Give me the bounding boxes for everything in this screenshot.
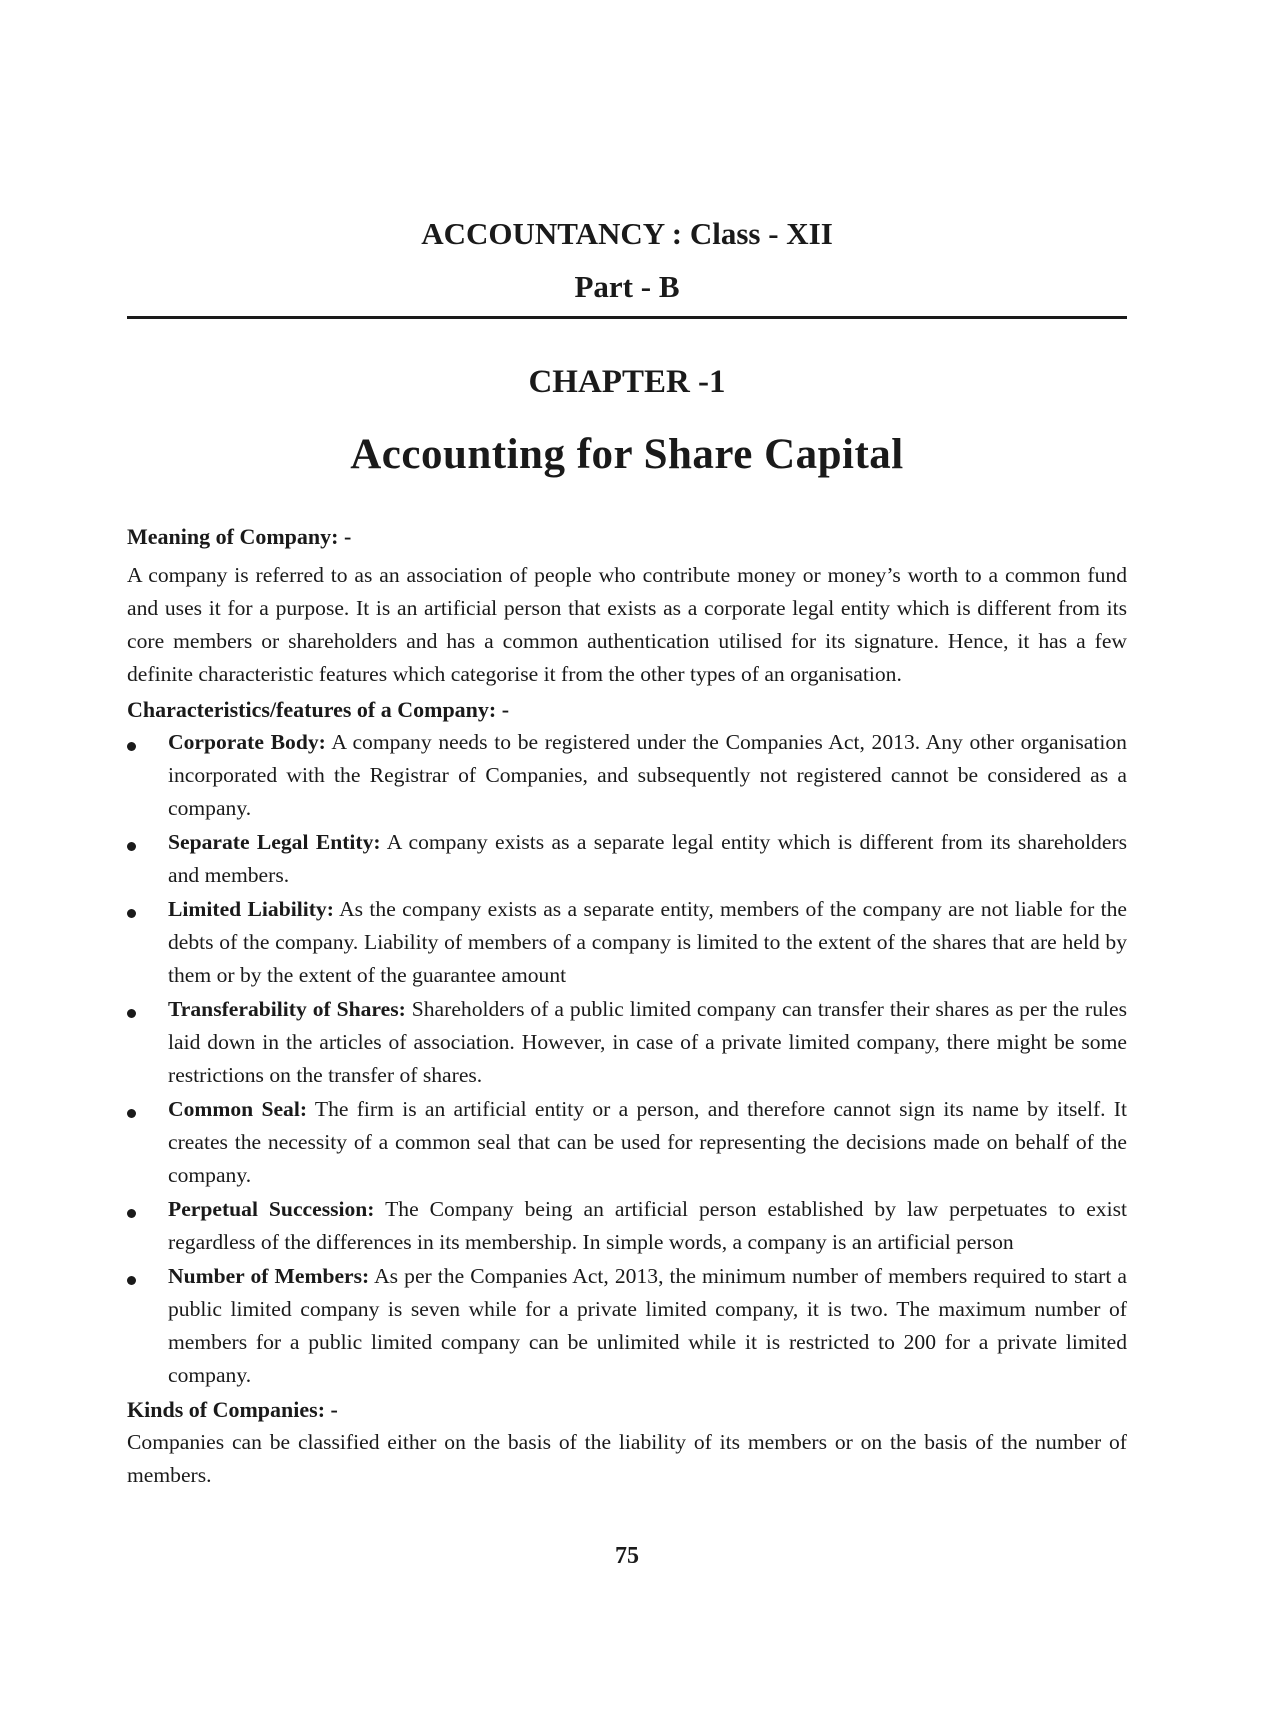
feature-text: A company exists as a separate legal entity which is different from its shareholders and members. (168, 830, 1127, 887)
feature-text: Shareholders of a public limited company can transfer their shares as per the rules laid down in the articles of association. However, in case of a private limited company, there might be some restrictions on the transfer of shares. (168, 997, 1127, 1087)
list-item (127, 1193, 1127, 1259)
list-item (127, 726, 1127, 825)
part-title: Part - B (574, 269, 680, 304)
feature-term: Common Seal: (168, 1097, 308, 1121)
bullet-icon (127, 1009, 136, 1018)
feature-term: Corporate Body: (168, 730, 326, 754)
feature-term: Separate Legal Entity: (168, 830, 381, 854)
feature-term: Transferability of Shares: (168, 997, 406, 1021)
meaning-heading: Meaning of Company: - (127, 524, 352, 549)
bullet-icon (127, 1209, 136, 1218)
characteristics-heading: Characteristics/features of a Company: - (127, 697, 510, 722)
page-number: 75 (615, 1543, 639, 1569)
bullet-icon (127, 909, 136, 918)
list-item (127, 1093, 1127, 1192)
feature-text: As the company exists as a separate entity, members of the company are not liable for the debts of the company. Liability of members of a company is limited to the extent of the shares that are held by them or by the extent of the guarantee amount (168, 897, 1128, 987)
kinds-heading: Kinds of Companies: - (127, 1397, 338, 1422)
list-item (127, 1260, 1127, 1392)
feature-text: The Company being an artificial person established by law perpetuates to exist regardless of the differences in its membership. In simple words, a company is an artificial person (168, 1197, 1127, 1254)
meaning-paragraph: A company is referred to as an association of people who contribute money or money’s worth to a common fund and uses it for a purpose. It is an artificial person that exists as a corporate legal entity which is different from its core members or shareholders and has a common authentication utilised for its signature. Hence, it has a few definite characteristic features which categorise it from the other types of an organisation. (127, 563, 1127, 686)
feature-term: Limited Liability: (168, 897, 334, 921)
bullet-icon (127, 842, 136, 851)
characteristics-list (127, 726, 1127, 1392)
bullet-icon (127, 742, 136, 751)
bullet-icon (127, 1109, 136, 1118)
list-item (127, 993, 1127, 1092)
header-divider (127, 316, 1127, 319)
feature-term: Perpetual Succession: (168, 1197, 375, 1221)
book-title: ACCOUNTANCY : Class - XII (421, 216, 833, 251)
list-item (127, 826, 1127, 892)
feature-text: A company needs to be registered under the Companies Act, 2013. Any other organisation incorporated with the Registrar of Companies, and subsequently not registered cannot be considered as a company. (168, 730, 1127, 820)
chapter-title: Accounting for Share Capital (350, 431, 904, 478)
bullet-icon (127, 1276, 136, 1285)
feature-text: As per the Companies Act, 2013, the minimum number of members required to start a public limited company is seven while for a private limited company, it is two. The maximum number of members for a public limited company can be unlimited while it is restricted to 200 for a private limited company. (168, 1264, 1127, 1387)
feature-text: The firm is an artificial entity or a person, and therefore cannot sign its name by itself. It creates the necessity of a common seal that can be used for representing the decisions made on behalf of the company. (168, 1097, 1128, 1187)
page-content (127, 520, 1127, 1492)
chapter-label: CHAPTER -1 (528, 364, 726, 400)
feature-term: Number of Members: (168, 1264, 370, 1288)
list-item (127, 893, 1127, 992)
kinds-paragraph: Companies can be classified either on the basis of the liability of its members or on the basis of the number of members. (127, 1430, 1127, 1487)
document-page (127, 0, 1127, 1710)
